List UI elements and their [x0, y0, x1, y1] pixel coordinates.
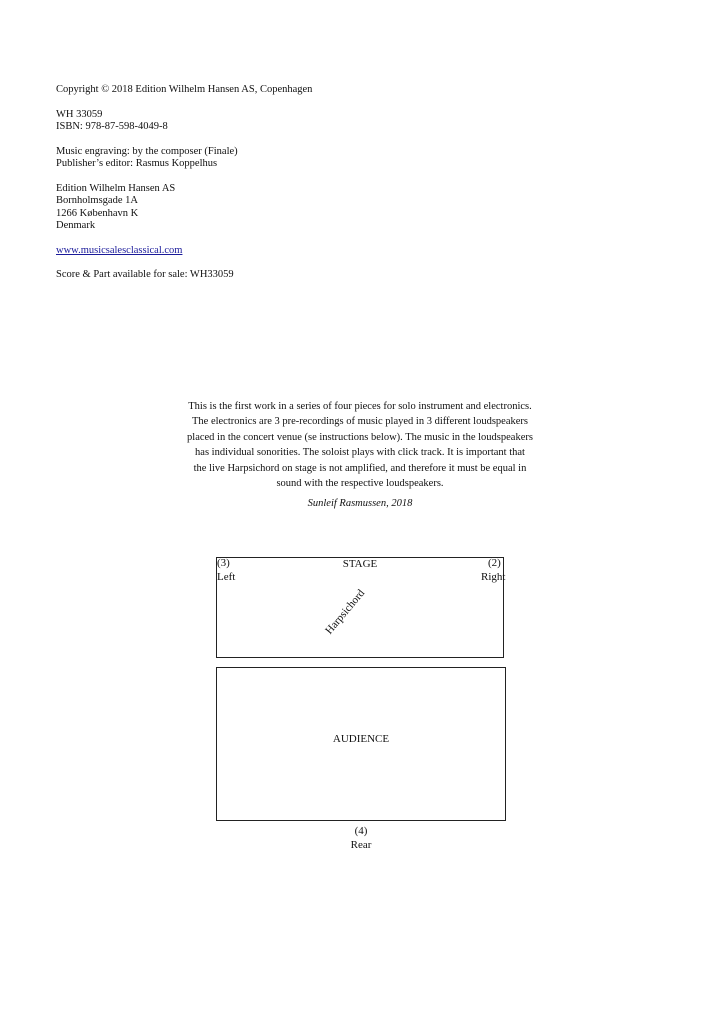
description-line: The electronics are 3 pre-recordings of music played in 3 different loudspeakers — [192, 416, 528, 428]
address-line: Bornholmsgade 1A — [56, 195, 138, 206]
rear-speaker-label: Rear — [350, 839, 372, 851]
harpsichord-label: Harpsichord — [323, 587, 368, 637]
stage-label: STAGE — [342, 558, 378, 570]
publisher-address — [56, 183, 312, 233]
description-line: has individual sonorities. The soloist plays with click track. It is important that — [195, 447, 525, 459]
audience-label: AUDIENCE — [332, 733, 390, 745]
catalog-number: WH 33059 — [56, 108, 103, 120]
availability-line: Score & Part available for sale: WH33059 — [56, 269, 234, 280]
right-speaker-number: (2) — [488, 557, 501, 569]
left-speaker-label: Left — [217, 571, 236, 583]
address-line: Edition Wilhelm Hansen AS — [56, 182, 176, 194]
isbn: ISBN: 978-87-598-4049-8 — [56, 121, 168, 132]
rear-speaker-number: (4) — [354, 825, 368, 837]
website-link[interactable]: www.musicsalesclassical.com — [56, 244, 183, 256]
address-line: 1266 København K — [56, 207, 139, 219]
copyright-line: Copyright © 2018 Edition Wilhelm Hansen AS, Copenhagen — [56, 84, 313, 95]
description-line: sound with the respective loudspeakers. — [276, 478, 444, 490]
left-speaker-number: (3) — [217, 557, 230, 569]
stage-box — [216, 557, 504, 658]
address-line: Denmark — [56, 220, 96, 231]
description-line: This is the first work in a series of four pieces for solo instrument and electronics. — [188, 401, 532, 412]
work-description — [160, 399, 560, 491]
editor-credit: Publisher’s editor: Rasmus Koppelhus — [56, 158, 218, 169]
engraving-credit: Music engraving: by the composer (Finale) — [56, 145, 238, 157]
publication-info — [56, 84, 312, 294]
description-line: placed in the concert venue (se instructions below). The music in the loudspeakers — [187, 431, 533, 443]
right-speaker-label: Right — [481, 571, 506, 583]
composer-signature: Sunleif Rasmussen, 2018 — [307, 498, 413, 509]
description-line: the live Harpsichord on stage is not amplified, and therefore it must be equal in — [193, 462, 527, 474]
